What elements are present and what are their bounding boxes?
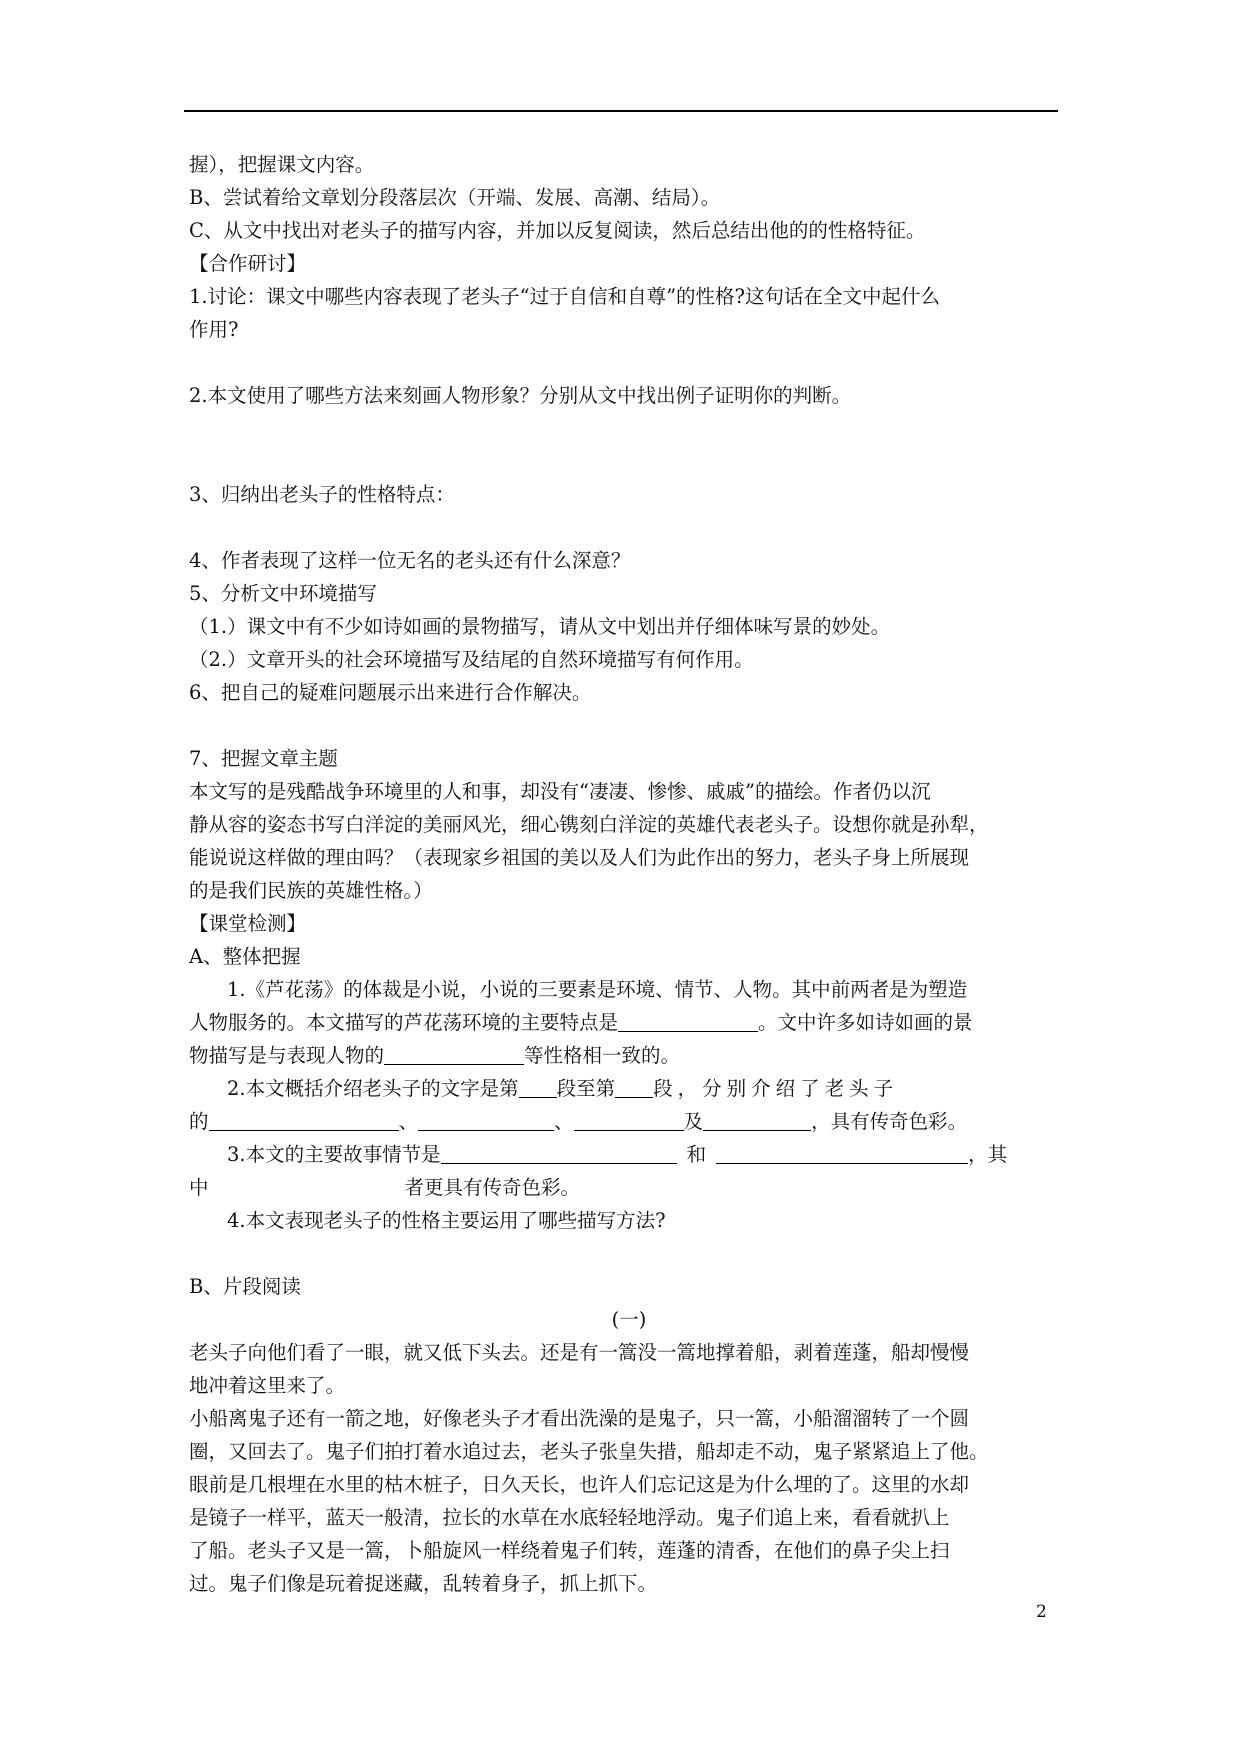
text-span: 2.本文概括介绍老头子的文字是第 [227,1077,519,1100]
passage-line: 小船离鬼子还有一箭之地，好像老头子才看出洗澡的是鬼子，只一篙，小船溜溜转了一个圆 [189,1407,970,1430]
answer-space [189,346,1069,379]
text-span: 、 [554,1110,574,1133]
text-span: 。文中许多如诗如画的景 [758,1011,973,1034]
page-number: 2 [1036,1602,1047,1622]
text-line [189,1006,1069,1039]
text-span: 中 [189,1176,209,1199]
fill-blank[interactable] [716,1143,968,1164]
section-heading: 【合作研讨】 [189,252,307,275]
test-question-1: 1.《芦花荡》的体裁是小说，小说的三要素是环境、情节、人物。其中前两者是为塑造 [227,978,968,1001]
text-span: 者更具有传奇色彩。 [404,1176,581,1199]
question-7: 7、把握文章主题 [189,747,338,770]
sub-question: （2.）文章开头的社会环境描写及结尾的自然环境描写有何作用。 [189,648,754,671]
passage-line: 是镜子一样平，蓝天一般清，拉长的水草在水底轻轻地浮动。鬼子们追上来，看看就扒上 [189,1506,950,1529]
answer-space [189,412,1069,478]
question-6: 6、把自己的疑难问题展示出来进行合作解决。 [189,681,592,704]
test-question-2 [189,1072,1069,1105]
answer-space [189,1237,1069,1270]
text-span: 3.本文的主要故事情节是 [227,1143,441,1166]
question-4: 4、作者表现了这样一位无名的老头还有什么深意？ [189,549,631,572]
text-line: 本文写的是残酷战争环境里的人和事，却没有“凄凄、惨惨、戚戚”的描绘。作者仍以沉 [189,780,931,803]
test-question-3 [189,1138,1069,1171]
section-heading: 【课堂检测】 [189,912,307,935]
passage-line: 了船。老头子又是一篙，卜船旋风一样绕着鬼子们转，莲蓬的清香，在他们的鼻子尖上扫 [189,1539,950,1562]
passage-line: 老头子向他们看了一眼，就又低下头去。还是有一篙没一篙地撑着船，剥着莲蓬，船却慢慢 [189,1341,970,1364]
text-line [189,1039,1069,1072]
fill-blank[interactable] [618,1011,758,1032]
text-line: C、从文中找出对老头子的描写内容，并加以反复阅读，然后总结出他的的性格特征。 [189,219,926,242]
text-span: 的 [189,1110,209,1133]
question-2: 2.本文使用了哪些方法来刻画人物形象？分别从文中找出例子证明你的判断。 [189,384,852,407]
passage-line: 眼前是几根埋在水里的枯木桩子，日久天长，也许人们忘记这是为什么埋的了。这里的水却 [189,1473,970,1496]
text-span: 及 [683,1110,704,1133]
passage-line: 地冲着这里来了。 [189,1374,346,1397]
fill-blank[interactable] [615,1077,653,1098]
test-question-4: 4.本文表现老头子的性格主要运用了哪些描写方法? [227,1209,666,1232]
passage-title: (一) [611,1308,647,1331]
subsection-heading: A、整体把握 [189,945,301,968]
fill-blank[interactable] [209,1110,399,1131]
document-body [189,148,1069,1600]
text-span: 和 [686,1143,707,1166]
fill-blank[interactable] [418,1110,554,1131]
question-5: 5、分析文中环境描写 [189,582,377,605]
text-line: 静从容的姿态书写白洋淀的美丽风光，细心镌刻白洋淀的英雄代表老头子。设想你就是孙犁， [189,813,989,836]
sub-question: （1.）课文中有不少如诗如画的景物描写，请从文中划出并仔细体味写景的妙处。 [189,615,891,638]
passage-line: 过。鬼子们像是玩着捉迷藏，乱转着身子，抓上抓下。 [189,1572,658,1595]
text-line: 的是我们民族的英雄性格。） [189,879,433,902]
text-span: 人物服务的。本文描写的芦花荡环境的主要特点是 [189,1011,619,1034]
fill-blank[interactable] [703,1110,811,1131]
question-3: 3、归纳出老头子的性格特点： [189,483,455,506]
answer-space [189,511,1069,544]
text-span: 物描写是与表现人物的 [189,1044,385,1067]
text-line: 作用? [189,318,239,341]
subsection-heading: B、片段阅读 [189,1275,301,1298]
text-line: 握），把握课文内容。 [189,153,375,176]
header-rule [184,110,1058,112]
fill-blank[interactable] [519,1077,557,1098]
fill-blank[interactable] [574,1110,684,1131]
text-line: B、尝试着给文章划分段落层次（开端、发展、高潮、结局）。 [189,186,721,209]
text-span: 段至第 [556,1077,616,1100]
passage-line: 圈，又回去了。鬼子们拍打着水追过去，老头子张皇失措，船却走不动，鬼子紧紧追上了他。 [189,1440,989,1463]
fill-blank[interactable] [441,1143,677,1164]
text-span: 、 [398,1110,419,1133]
text-line: 能说说这样做的理由吗？（表现家乡祖国的美以及人们为此作出的努力，老头子身上所展现 [189,846,970,869]
fill-blank[interactable] [384,1044,524,1065]
text-line [189,1105,1069,1138]
text-span: ，具有传奇色彩。 [811,1110,968,1133]
question-1: 1.讨论：课文中哪些内容表现了老头子“过于自信和自尊”的性格?这句话在全文中起什么 [189,285,940,308]
text-line [189,1171,1069,1204]
answer-space [189,709,1069,742]
text-span: ，其 [968,1143,1008,1166]
text-span: 等性格相一致的。 [524,1044,681,1067]
text-span: 段，分别介绍了老头子 [653,1077,899,1100]
